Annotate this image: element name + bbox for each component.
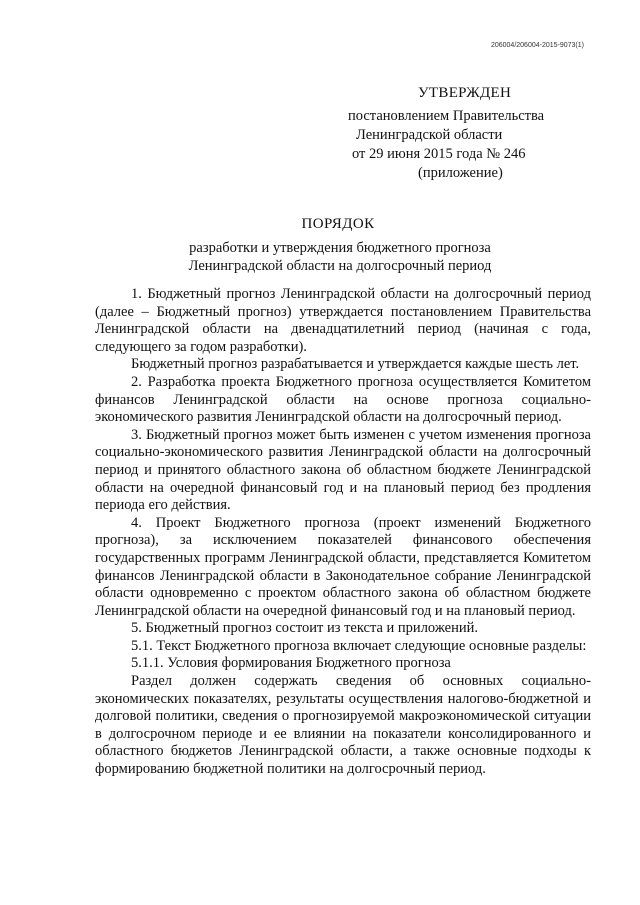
- approval-line-1: постановлением Правительства: [348, 108, 545, 124]
- paragraph-4: 4. Проект Бюджетного прогноза (проект изменений Бюджетного прогноза), за исключением показателей финансового обеспечения государственных программ Ленинградской области, представляется Комитетом финансов Ленинградской области в Законодательное собрание Ленинградской области одновременно с проектом областного закона об областном бюджете Ленинградской области на очередной финансовый год и на плановый период.: [95, 514, 591, 619]
- document-title: ПОРЯДОК: [301, 216, 375, 232]
- document-subtitle-line-2: Ленинградской области на долгосрочный период: [188, 258, 492, 274]
- paragraph-3: 3. Бюджетный прогноз может быть изменен с учетом изменения прогноза социально-экономического развития Ленинградской области на долгосрочный период и принятого областного закона об областном бюджете Ленинградской области на очередной финансовый год и на плановый период без продления периода его действия.: [95, 426, 591, 514]
- paragraph-1-note: Бюджетный прогноз разрабатывается и утверждается каждые шесть лет.: [131, 356, 580, 373]
- paragraph-5: 5. Бюджетный прогноз состоит из текста и приложений.: [131, 620, 478, 637]
- approval-title: УТВЕРЖДЕН: [418, 85, 512, 101]
- paragraph-1: 1. Бюджетный прогноз Ленинградской области на долгосрочный период (далее – Бюджетный прогноз) утверждается постановлением Правительства Ленинградской области на двенадцатилетний период (начиная с года, следующего за годом разработки).: [95, 286, 591, 355]
- document-subtitle-line-1: разработки и утверждения бюджетного прогноза: [189, 240, 491, 256]
- document-id: 206004/206004-2015-9073(1): [490, 42, 584, 49]
- paragraph-5-1-1: 5.1.1. Условия формирования Бюджетного прогноза: [131, 655, 451, 672]
- paragraph-5-1: 5.1. Текст Бюджетного прогноза включает следующие основные разделы:: [131, 637, 587, 654]
- document-title-block: [0, 216, 640, 275]
- paragraph-5-1-1-text: Раздел должен содержать сведения об основных социально-экономических показателях, результаты осуществления налогово-бюджетной и долговой политики, сведения о прогнозируемой макроэкономической ситуации в долгосрочном периоде и ее влиянии на показатели консолидированного и областного бюджетов Ленинградской области, а также основные подходы к формированию бюджетной политики на долгосрочный период.: [95, 673, 591, 778]
- paragraph-2: 2. Разработка проекта Бюджетного прогноза осуществляется Комитетом финансов Ленинградской области на основе прогноза социально-экономического развития Ленинградской области на долгосрочный период.: [95, 373, 591, 426]
- approval-line-3: от 29 июня 2015 года № 246: [352, 146, 526, 162]
- document-body: [95, 286, 591, 779]
- approval-stamp: [348, 84, 588, 183]
- approval-line-4: (приложение): [418, 165, 503, 181]
- approval-line-2: Ленинградской области: [356, 127, 503, 143]
